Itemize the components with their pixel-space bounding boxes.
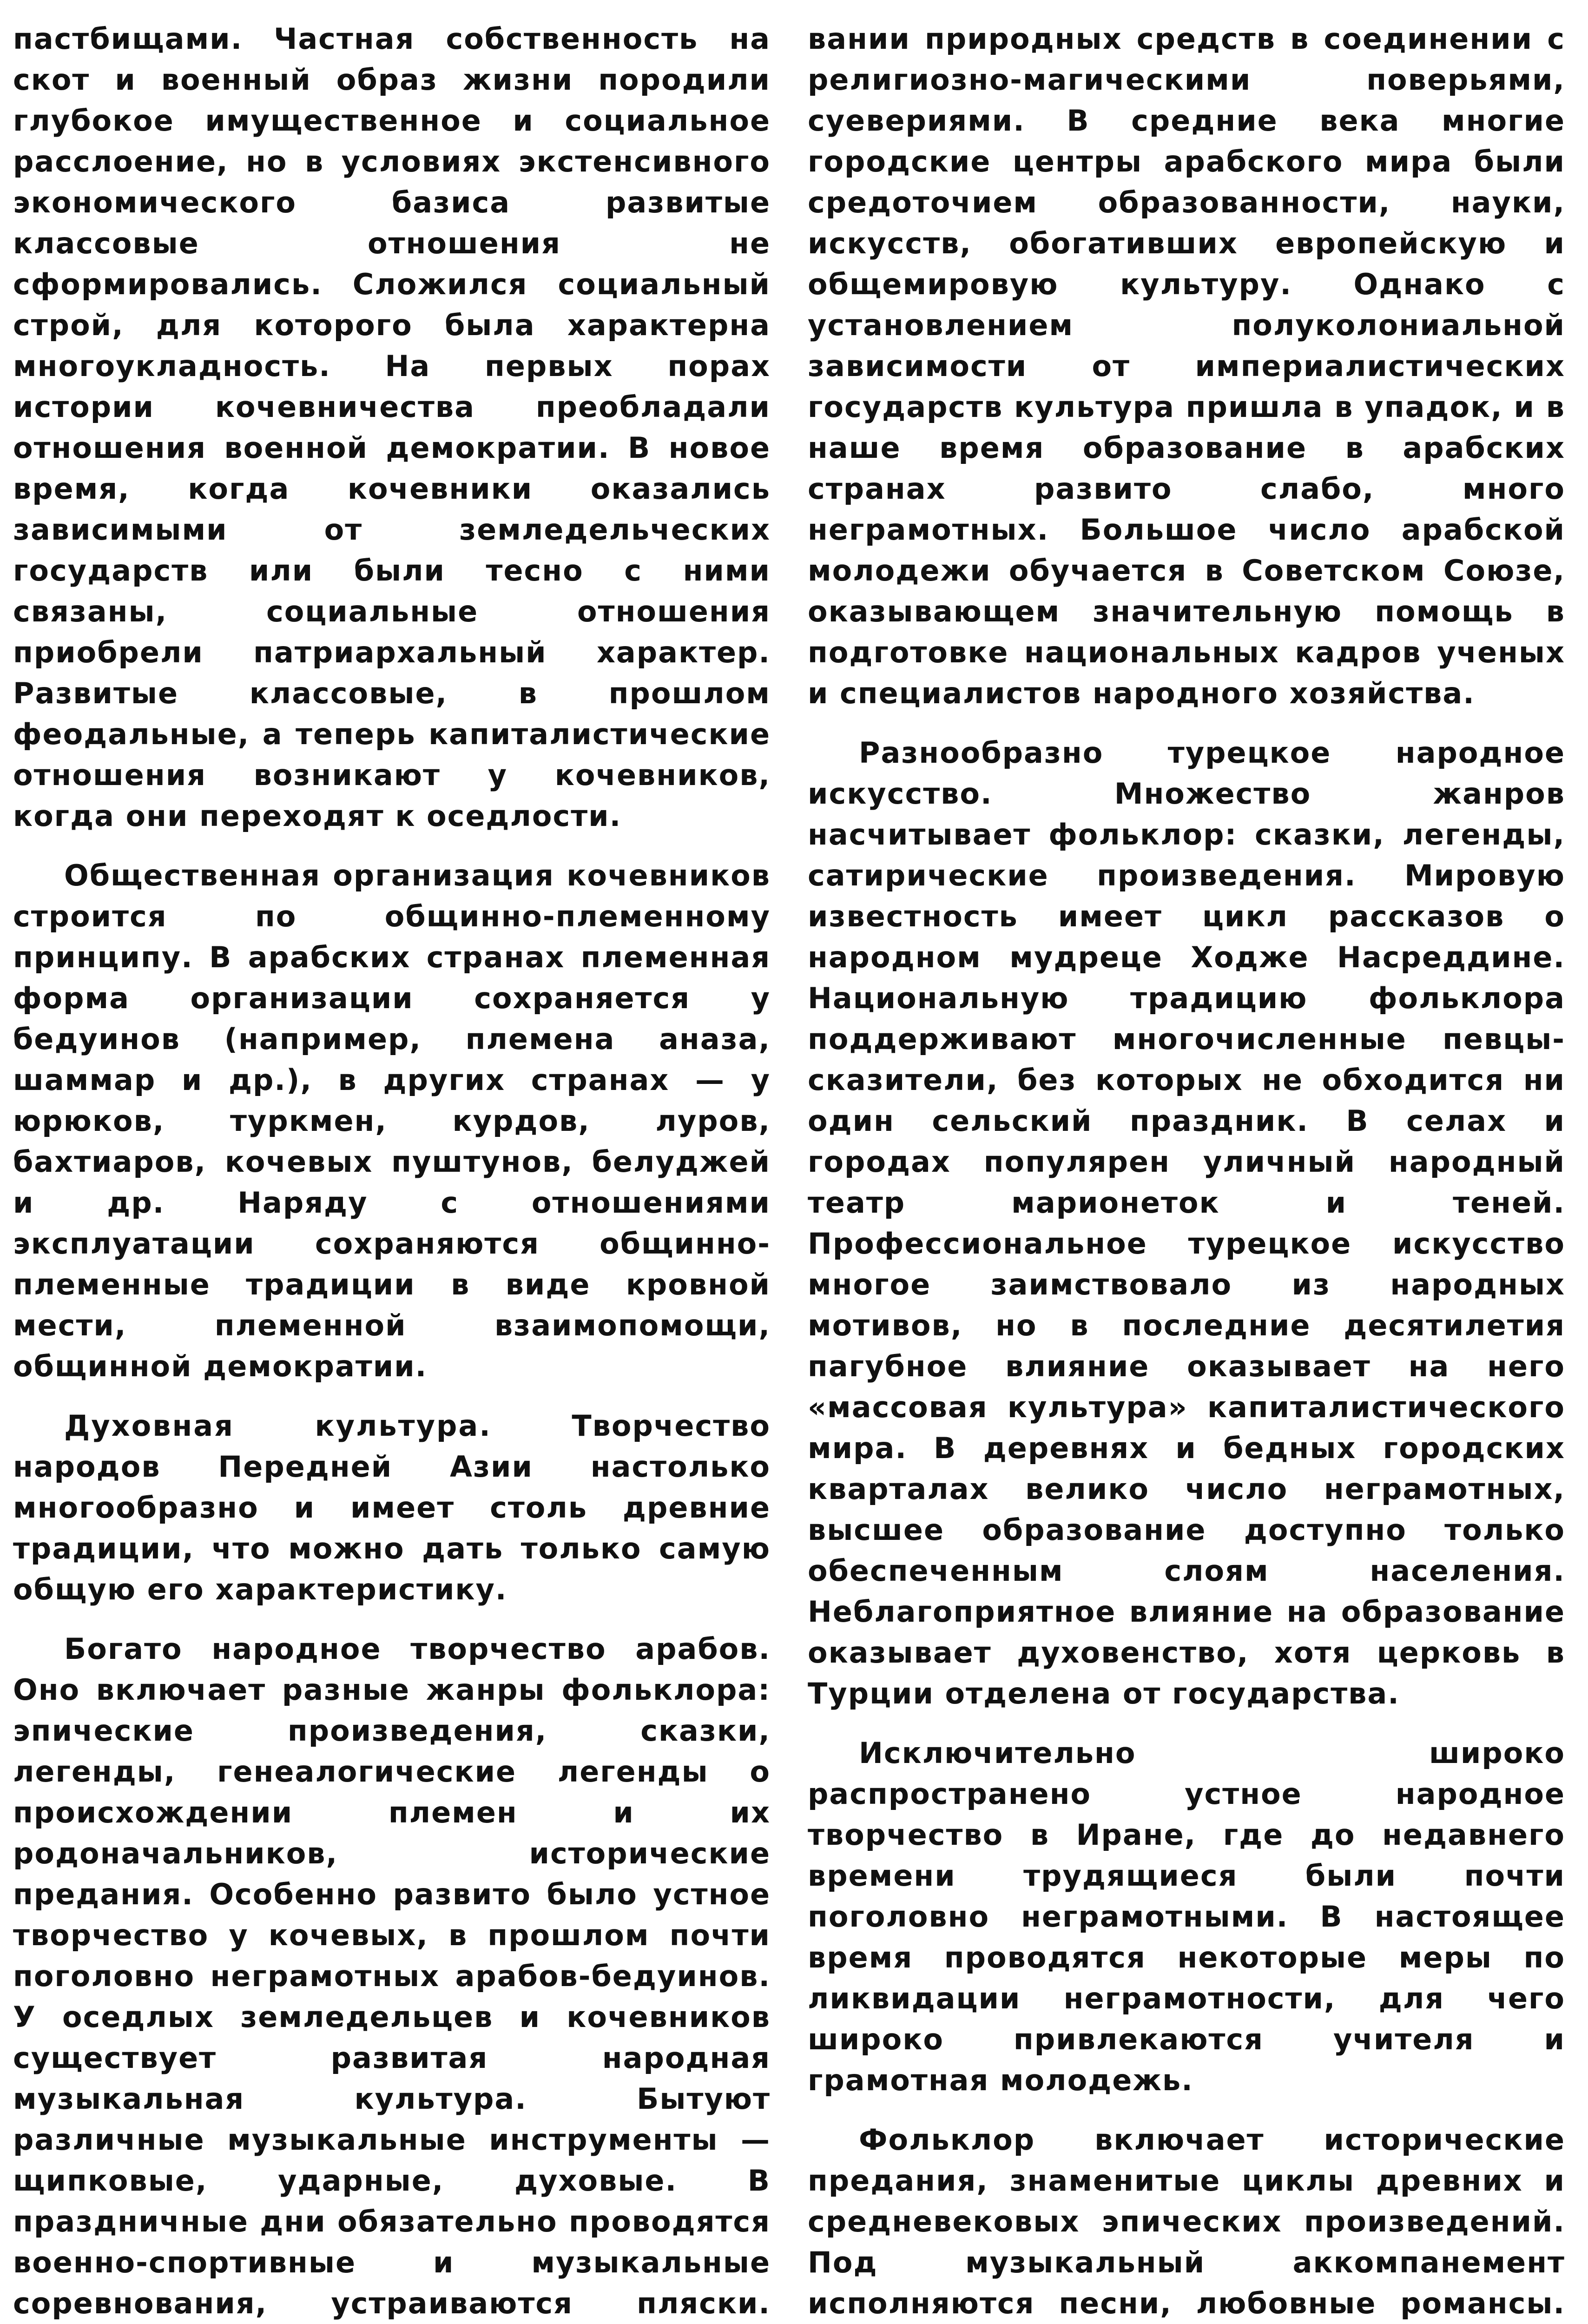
- section-heading-spiritual-culture: Духовная культура.: [64, 1409, 492, 1443]
- right-column: [808, 19, 1565, 2324]
- left-paragraph-1: пастбищами. Частная собственность на скот и военный образ жизни породили глубокое имущественное и социальное расслоение, но в условиях экстенсивного экономического базиса развитые классовые отношения не сформировались. Сложился социальный строй, для которого была характерна многоукладность. На первых порах истории кочевничества преобладали отношения военной демократии. В новое время, когда кочевники оказались зависимыми от земледельческих государств или были тесно с ними связаны, социальные отношения приобрели патриархальный характер. Развитые классовые, в прошлом феодальные, а теперь капиталистические отношения возникают у кочевников, когда они переходят к оседлости.: [13, 22, 771, 833]
- left-paragraph-4: Богато народное творчество арабов. Оно включает разные жанры фольклора: эпические произведения, сказки, легенды, генеалогические легенды о происхождении племен и их родоначальников, исторические предания. Особенно развито было устное творчество у кочевых, в прошлом почти поголовно неграмотных арабов-бедуинов. У оседлых земледельцев и кочевников существует развитая народная музыкальная культура. Бытуют различные музыкальные инструменты — щипковые, ударные, духовые. В праздничные дни обязательно проводятся военно-спортивные и музыкальные соревнования, устраиваются пляски.: [13, 1632, 771, 2320]
- right-paragraph-3: Исключительно широко распространено устное народное творчество в Иране, где до недавнего времени трудящиеся были почти поголовно неграмотными. В настоящее время проводятся некоторые меры по ликвидации неграмотности, для чего широко привлекаются учителя и грамотная молодежь.: [808, 1736, 1565, 2097]
- left-paragraph-3: [13, 1406, 771, 1610]
- left-paragraph-3-text: Творчество народов Передней Азии настолько многообразно и имеет столь древние традиции, что можно дать только самую общую его характеристику.: [13, 1409, 771, 1606]
- left-column: [13, 19, 771, 2324]
- right-paragraph-2: Разнообразно турецкое народное искусство. Множество жанров насчитывает фольклор: сказки, легенды, сатирические произведения. Мировую известность имеет цикл рассказов о народном мудреце Ходже Насреддине. Национальную традицию фольклора поддерживают многочисленные певцы-сказители, без которых не обходится ни один сельский праздник. В селах и городах популярен уличный народный театр марионеток и теней. Профессиональное турецкое искусство многое заимствовало из народных мотивов, но в последние десятилетия пагубное влияние оказывает на него «массовая культура» капиталистического мира. В деревнях и бедных городских кварталах велико число неграмотных, высшее образование доступно только обеспеченным слоям населения. Неблагоприятное влияние на образование оказывает духовенство, хотя церковь в Турции отделена от государства.: [808, 736, 1565, 1710]
- right-paragraph-4: Фольклор включает исторические предания, знаменитые циклы древних и средневековых эпических произведений. Под музыкальный аккомпанемент исполняются песни, любовные романсы.: [808, 2123, 1565, 2320]
- right-paragraph-1: вании природных средств в соединении с религиозно-магическими поверьями, суевериями. В средние века многие городские центры арабского мира были средоточием образованности, науки, искусств, обогативших европейскую и общемировую культуру. Однако с установлением полуколониальной зависимости от империалистических государств культура пришла в упадок, и в наше время образование в арабских странах развито слабо, много неграмотных. Большое число арабской молодежи обучается в Советском Союзе, оказывающем значительную помощь в подготовке национальных кадров ученых и специалистов народного хозяйства.: [808, 22, 1565, 710]
- left-paragraph-2: Общественная организация кочевников строится по общинно-племенному принципу. В арабских странах племенная форма организации сохраняется у бедуинов (например, племена аназа, шаммар и др.), в других странах — у юрюков, туркмен, курдов, луров, бахтиаров, кочевых пуштунов, белуджей и др. Наряду с отношениями эксплуатации сохраняются общинно-племенные традиции в виде кровной мести, племенной взаимопомощи, общинной демократии.: [13, 858, 771, 1383]
